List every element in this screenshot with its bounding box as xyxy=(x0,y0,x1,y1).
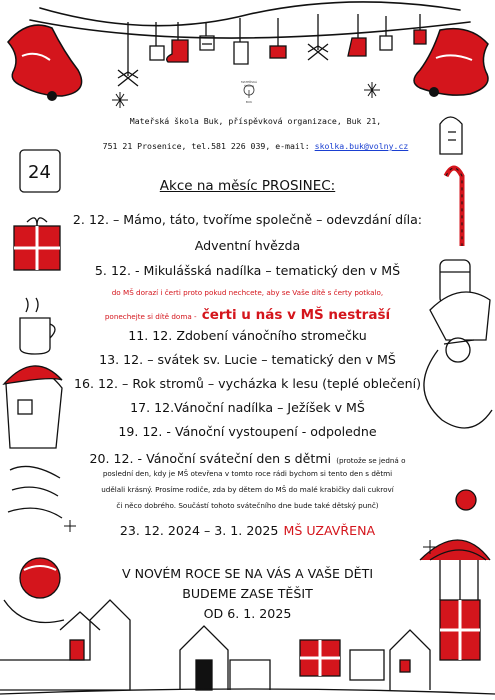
event-2-note-2-text: ponechejte si dítě doma - xyxy=(104,312,197,321)
event-8-note-line-4: či něco dobrého. Součástí tohoto svátečního dne bude také dětský punč) xyxy=(116,501,379,510)
closing-line-1: V NOVÉM ROCE SE NA VÁS A VAŠE DĚTI xyxy=(121,566,374,581)
closure-label: MŠ UZAVŘENA xyxy=(283,523,376,538)
event-8-note-start: (protože se jedná o xyxy=(336,456,406,465)
closure-date-range: 23. 12. 2024 – 3. 1. 2025 xyxy=(119,523,279,538)
contact-text: 751 21 Prosenice, tel.581 226 039, e-mail: xyxy=(102,141,315,151)
event-8-note-line-2: poslední den, kdy je MŠ otevřena v tomto roce rádi bychom si tento den s dětmi xyxy=(102,469,393,478)
school-name: Mateřská škola Buk, příspěvková organizace, Buk 21, xyxy=(129,116,382,126)
event-4: 13. 12. – svátek sv. Lucie – tematický den v MŠ xyxy=(99,352,396,367)
closure-dates xyxy=(0,520,495,539)
logo-text-bottom: BUK xyxy=(245,100,253,104)
email-link[interactable]: skolka.buk@volny.cz xyxy=(314,141,409,151)
event-8-note-line-3: udělali krásný. Prosíme rodiče, zda by dětem do MŠ do malé krabičky dali cukroví xyxy=(101,485,394,494)
logo-text-top: MATEŘSKÁ ŠKOLA xyxy=(240,80,258,88)
school-logo xyxy=(236,82,262,106)
closing-line-3: OD 6. 1. 2025 xyxy=(203,606,292,621)
bell-left-icon xyxy=(8,25,82,101)
event-5: 16. 12. – Rok stromů – vycházka k lesu (teplé oblečení) xyxy=(73,376,422,391)
event-3: 11. 12. Zdobení vánočního stromečku xyxy=(128,328,367,343)
event-2-highlight: čerti u nás v MŠ nestraší xyxy=(201,307,391,323)
closing-line-2: BUDEME ZASE TĚŠIT xyxy=(182,586,313,601)
event-2: 5. 12. - Mikulášská nadílka – tematický den v MŠ xyxy=(94,263,401,278)
event-8 xyxy=(0,448,495,467)
event-1-line-1: 2. 12. – Mámo, táto, tvoříme společně – odevzdání díla: xyxy=(72,212,423,227)
event-8-title: 20. 12. - Vánoční sváteční den s dětmi xyxy=(89,451,332,466)
event-2-note-1: do MŠ dorazí i čerti proto pokud nechcete, aby se Vaše dítě s čerty potkalo, xyxy=(111,288,384,297)
svg-text:24: 24 xyxy=(28,162,51,183)
event-7: 19. 12. - Vánoční vystoupení - odpoledne xyxy=(118,424,377,439)
event-1-line-2: Adventní hvězda xyxy=(194,238,301,253)
event-2-note-2 xyxy=(0,304,495,323)
school-contact-line xyxy=(8,141,495,151)
page-title: Akce na měsíc PROSINEC: xyxy=(159,178,336,194)
event-6: 17. 12.Vánoční nadílka – Ježíšek v MŠ xyxy=(130,400,365,415)
school-address-line xyxy=(8,116,495,126)
